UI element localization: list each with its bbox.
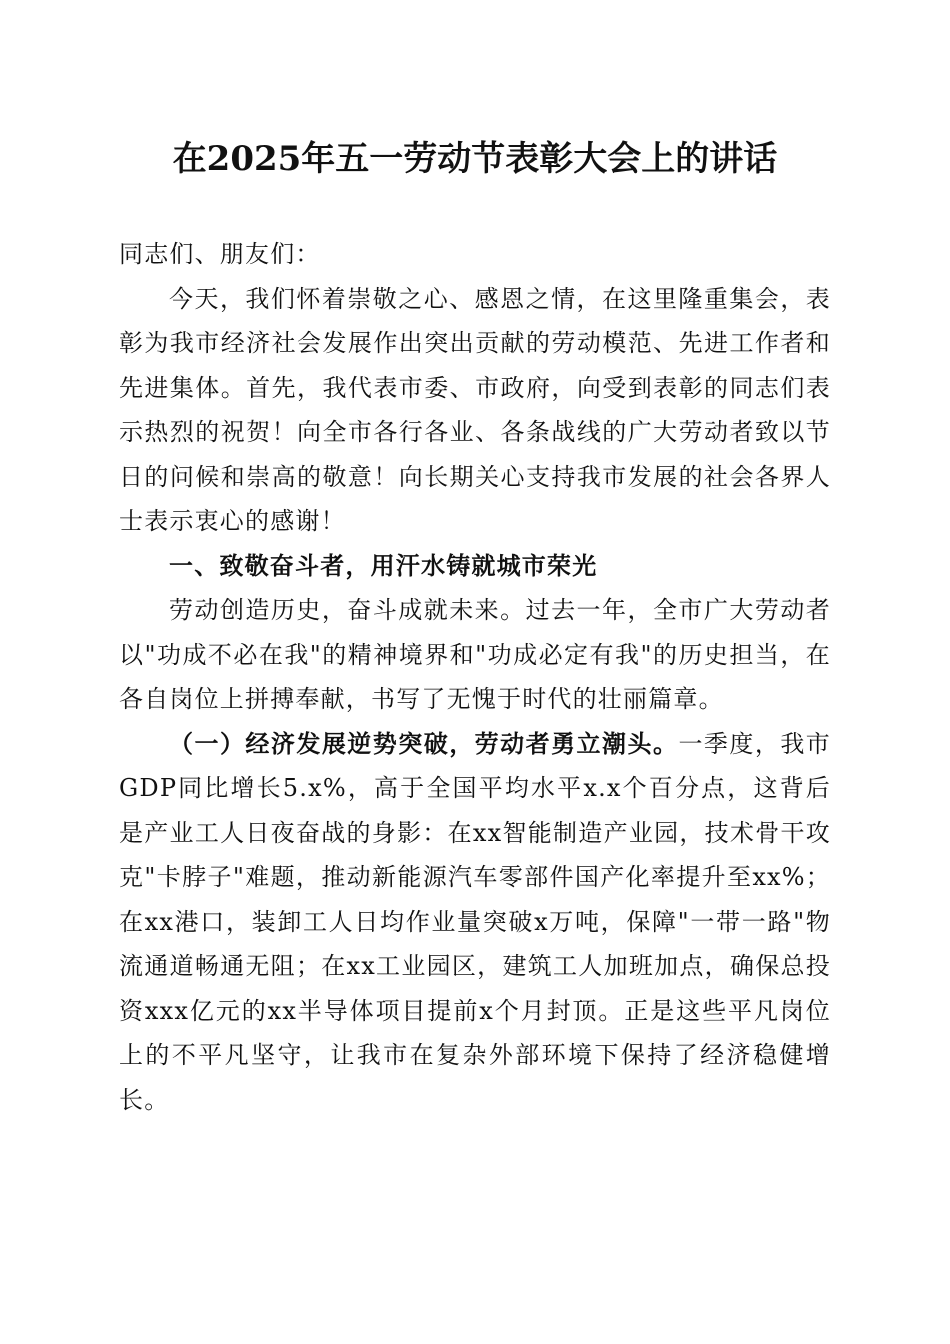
section-heading: 一、致敬奋斗者，用汗水铸就城市荣光 <box>169 551 598 580</box>
section-paragraph: 劳动创造历史，奋斗成就未来。过去一年，全市广大劳动者以"功成不必在我"的精神境界和"功成必定有我"的历史担当，在各自岗位上拼搏奉献，书写了无愧于时代的壮丽篇章。 <box>119 596 831 713</box>
salutation: 同志们、朋友们： <box>119 240 321 268</box>
document-body <box>119 232 831 1122</box>
subsection-heading: （一）经济发展逆势突破，劳动者勇立潮头。 <box>169 728 679 758</box>
document-title: 在2025年五一劳动节表彰大会上的讲话 <box>172 139 778 179</box>
intro-paragraph: 今天，我们怀着崇敬之心、感恩之情，在这里隆重集会，表彰为我市经济社会发展作出突出贡献的劳动模范、先进工作者和先进集体。首先，我代表市委、市政府，向受到表彰的同志们表示热烈的祝贺！向全市各行各业、各条战线的广大劳动者致以节日的问候和崇高的敬意！向长期关心支持我市发展的社会各界人士表示衷心的感谢！ <box>119 284 831 535</box>
subsection-body: 一季度，我市GDP同比增长5.x%，高于全国平均水平x.x个百分点，这背后是产业工人日夜奋战的身影：在xx智能制造产业园，技术骨干攻克"卡脖子"难题，推动新能源汽车零部件国产化率提升至xx%；在xx港口，装卸工人日均作业量突破x万吨，保障"一带一路"物流通道畅通无阻；在xx工业园区，建筑工人加班加点，确保总投资xxx亿元的xx半导体项目提前x个月封顶。正是这些平凡岗位上的不平凡坚守，让我市在复杂外部环境下保持了经济稳健增长。 <box>119 729 831 1114</box>
subsection-paragraph <box>119 722 831 1123</box>
